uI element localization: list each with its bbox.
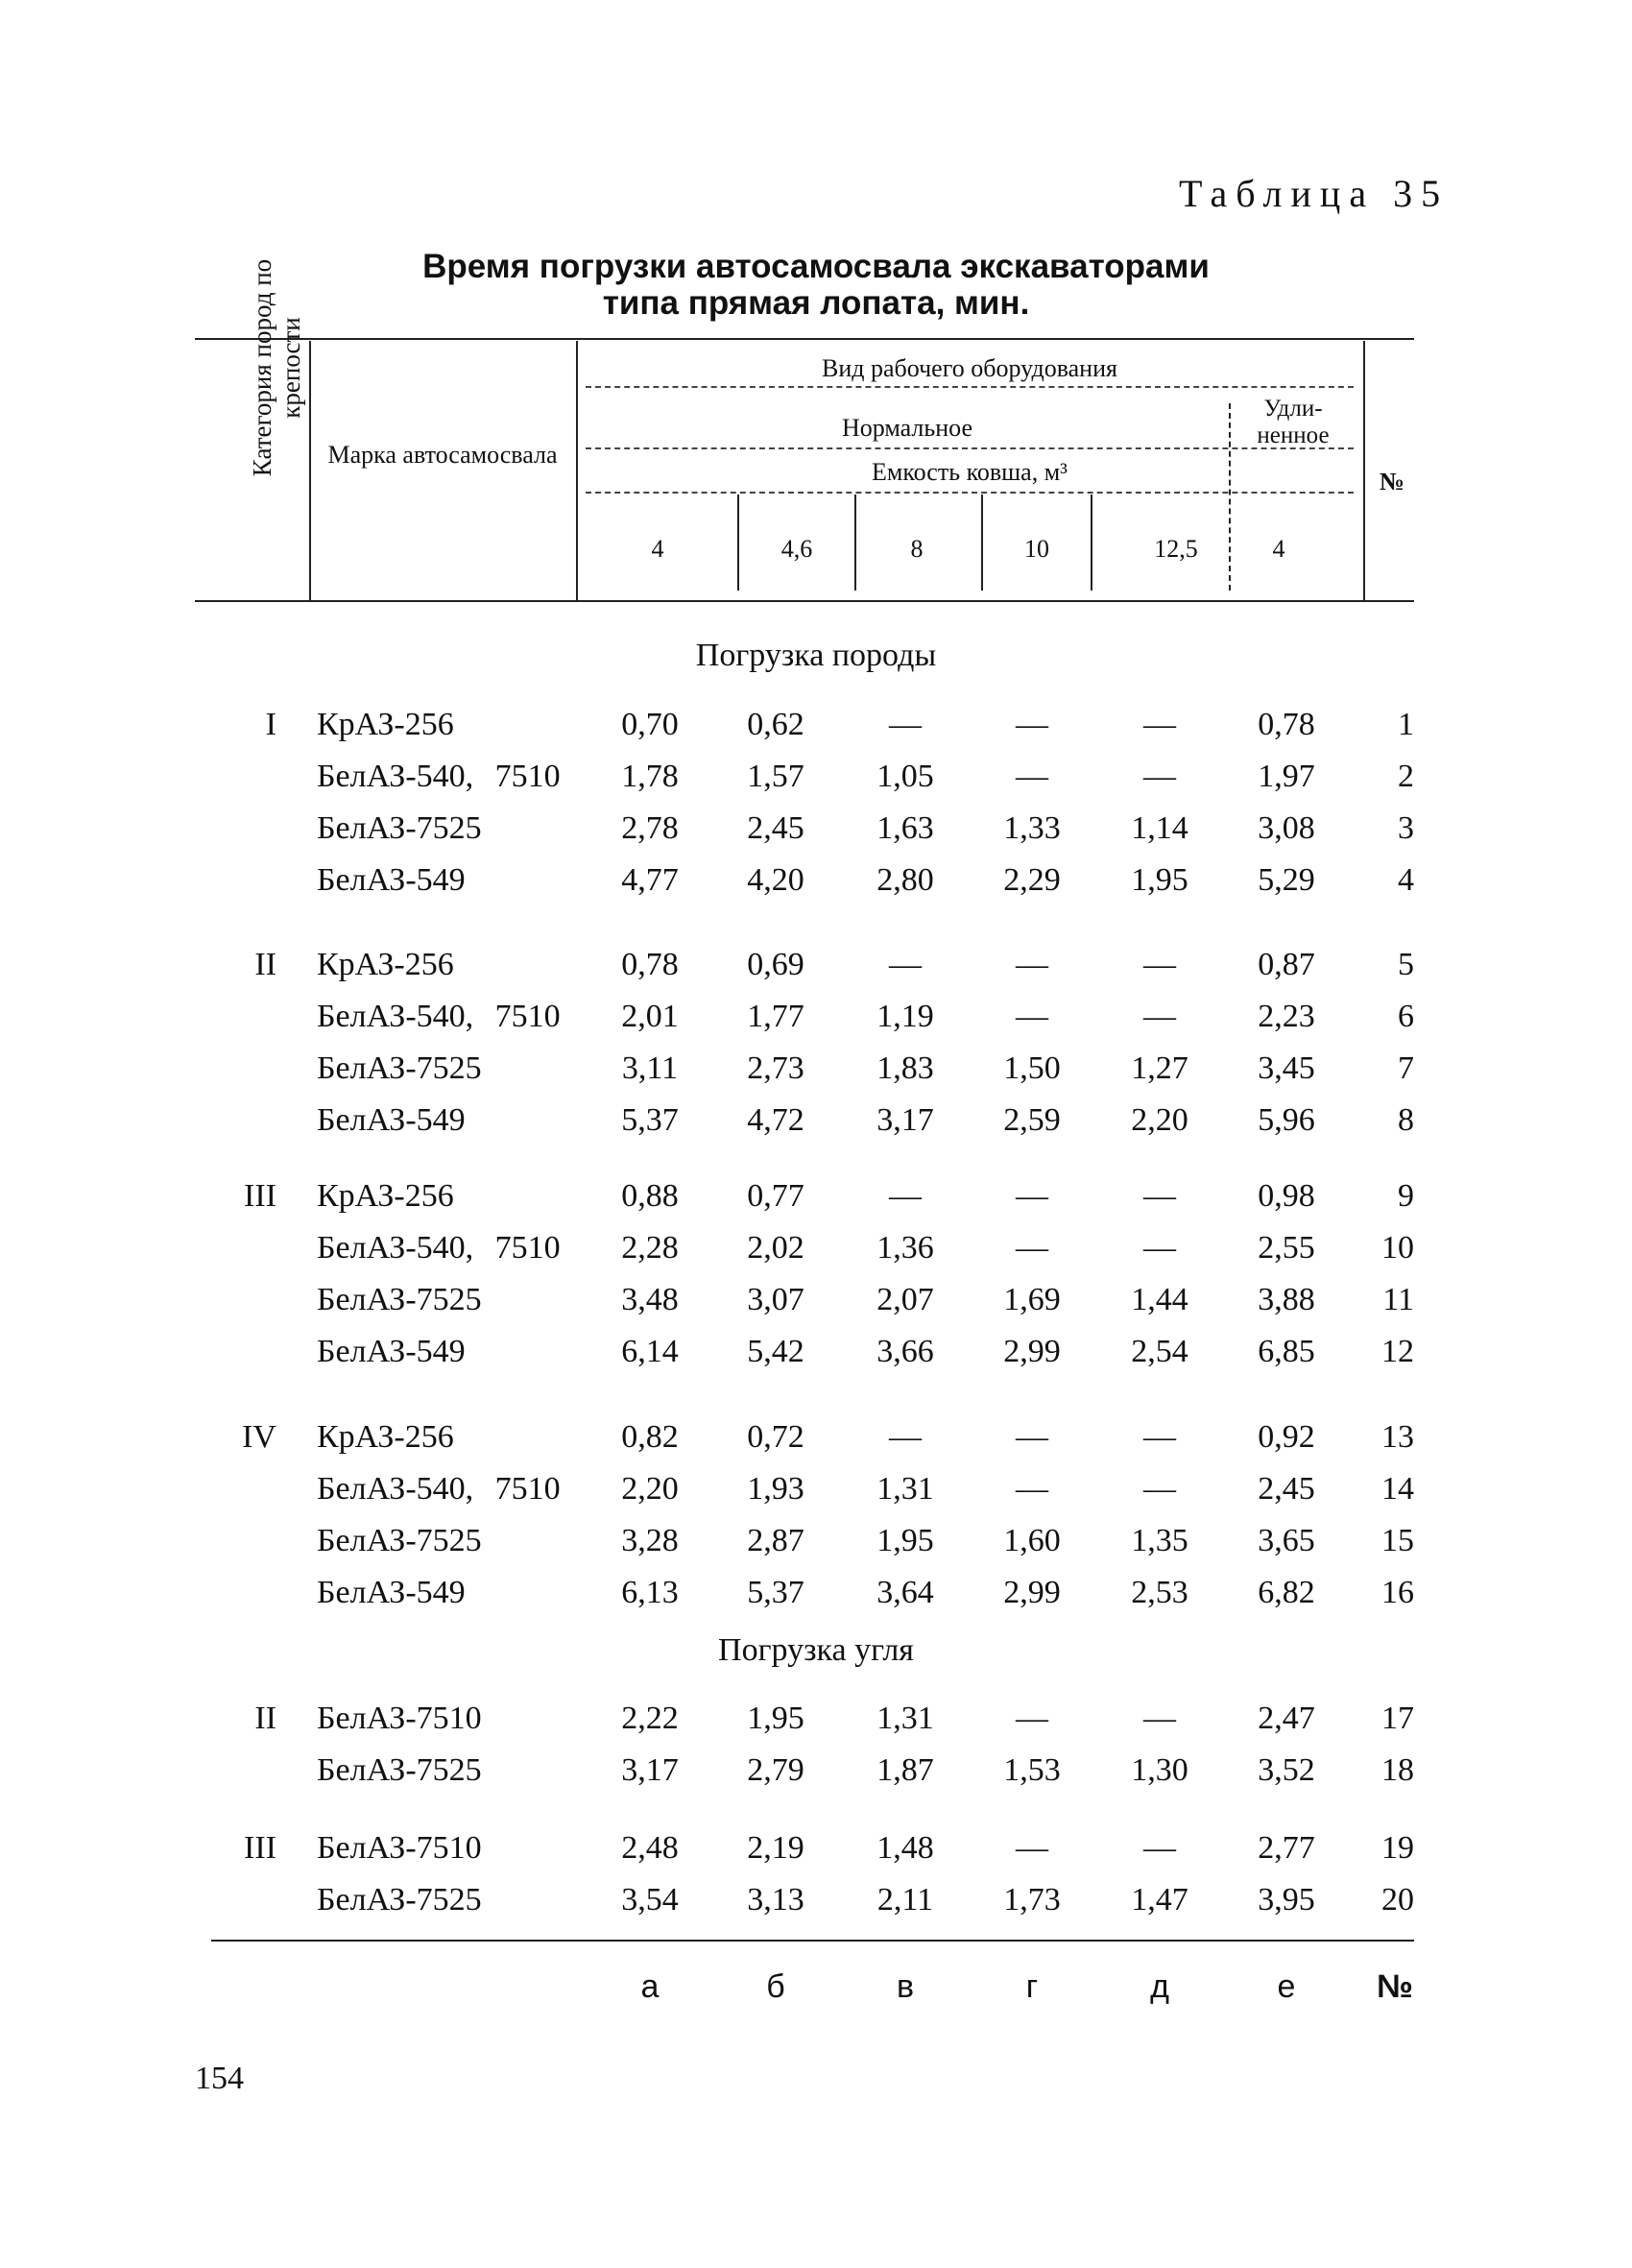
row-brand: БелАЗ-7510 <box>317 1830 482 1866</box>
row-value: 1,31 <box>876 1471 934 1507</box>
row-value: 2,29 <box>1003 862 1061 898</box>
row-value: — <box>889 1178 922 1214</box>
row-value: 2,73 <box>747 1050 804 1086</box>
row-value: 1,33 <box>1003 810 1061 846</box>
row-brand: БелАЗ-549 <box>317 1575 466 1610</box>
row-brand: БелАЗ-549 <box>317 862 466 898</box>
row-value: 2,19 <box>747 1830 804 1866</box>
table-label: Таблица 35 <box>1179 172 1450 215</box>
row-value: 1,73 <box>1003 1882 1061 1918</box>
row-value: 5,37 <box>621 1102 679 1138</box>
row-value: 3,66 <box>876 1334 934 1369</box>
header-cap-6: 4 <box>1272 535 1285 563</box>
row-value: 4,20 <box>747 862 804 898</box>
row-value: 4,77 <box>621 862 679 898</box>
row-value: 1,95 <box>1131 862 1188 898</box>
row-value: 2,47 <box>1258 1701 1315 1736</box>
row-category: I <box>265 707 276 742</box>
header-divider-brand <box>576 341 578 600</box>
row-value: 6,85 <box>1258 1334 1315 1369</box>
header-top-rule <box>195 338 1414 340</box>
row-value: — <box>889 707 922 742</box>
row-value: — <box>1143 707 1176 742</box>
table-title-line-2: типа прямая лопата, мин. <box>602 284 1030 322</box>
header-brand: Марка автосамосвала <box>327 441 558 469</box>
row-number: 3 <box>1398 810 1414 846</box>
row-value: 3,54 <box>621 1882 679 1918</box>
row-value: 2,28 <box>621 1230 679 1266</box>
row-value: 1,48 <box>876 1830 934 1866</box>
row-value: 1,36 <box>876 1230 934 1266</box>
row-value: 0,92 <box>1258 1419 1315 1455</box>
header-col-divider-b <box>854 495 856 591</box>
row-value: 1,77 <box>747 999 804 1034</box>
row-value: — <box>1016 1419 1048 1455</box>
header-bottom-rule <box>195 600 1414 602</box>
header-category: Категория пород по крепости <box>248 258 305 477</box>
header-rule-equipment <box>586 386 1354 388</box>
row-value: 0,69 <box>747 947 804 982</box>
row-number: 15 <box>1381 1523 1414 1558</box>
row-number: 8 <box>1398 1102 1414 1138</box>
row-category: III <box>244 1178 276 1214</box>
row-value: — <box>1016 1178 1048 1214</box>
row-category: II <box>254 947 276 982</box>
row-number: 5 <box>1398 947 1414 982</box>
row-value: — <box>1143 759 1176 794</box>
row-value: 2,22 <box>621 1701 679 1736</box>
header-cap-4: 10 <box>1024 535 1049 563</box>
row-number: 9 <box>1398 1178 1414 1214</box>
footer-letter-e: д <box>1150 1968 1169 2005</box>
row-number: 13 <box>1381 1419 1414 1455</box>
row-value: — <box>1143 1471 1176 1507</box>
row-brand: БелАЗ-549 <box>317 1334 466 1369</box>
header-extended: Удли-ненное <box>1257 396 1330 448</box>
row-value: 0,87 <box>1258 947 1315 982</box>
row-value: 0,78 <box>621 947 679 982</box>
row-brand: БелАЗ-7525 <box>317 1752 482 1788</box>
row-value: 3,11 <box>621 1050 679 1086</box>
row-value: 2,01 <box>621 999 679 1034</box>
row-value: 5,37 <box>747 1575 804 1610</box>
row-value: 1,35 <box>1131 1523 1188 1558</box>
row-category: IV <box>242 1419 276 1455</box>
row-value: 2,80 <box>876 862 934 898</box>
row-value: 1,60 <box>1003 1523 1061 1558</box>
footer-letter-d: г <box>1025 1968 1039 2005</box>
header-col-divider-c <box>981 495 983 591</box>
row-value: 2,59 <box>1003 1102 1061 1138</box>
page-number: 154 <box>195 2061 244 2096</box>
row-category: II <box>254 1701 276 1736</box>
row-brand: БелАЗ-7525 <box>317 1882 482 1918</box>
row-brand: КрАЗ-256 <box>317 947 454 982</box>
row-value: 2,77 <box>1258 1830 1315 1866</box>
row-value: 3,45 <box>1258 1050 1315 1086</box>
row-value: 2,20 <box>621 1471 679 1507</box>
row-value: — <box>1016 999 1048 1034</box>
row-number: 10 <box>1381 1230 1414 1266</box>
row-category: III <box>244 1830 276 1866</box>
row-value: 1,83 <box>876 1050 934 1086</box>
row-value: 5,96 <box>1258 1102 1315 1138</box>
row-value: 6,13 <box>621 1575 679 1610</box>
row-value: 2,45 <box>1258 1471 1315 1507</box>
header-rule-capacity <box>586 492 1354 494</box>
row-value: 2,11 <box>876 1882 934 1918</box>
row-value: 5,42 <box>747 1334 804 1369</box>
row-number: 6 <box>1398 999 1414 1034</box>
row-value: 1,44 <box>1131 1282 1188 1317</box>
row-value: 1,31 <box>876 1701 934 1736</box>
row-brand: БелАЗ-549 <box>317 1102 466 1138</box>
row-brand: КрАЗ-256 <box>317 1419 454 1455</box>
row-brand: БелАЗ-540, 7510 <box>317 999 561 1034</box>
row-value: 0,78 <box>1258 707 1315 742</box>
row-value: — <box>1016 707 1048 742</box>
row-value: 3,17 <box>621 1752 679 1788</box>
row-number: 14 <box>1381 1471 1414 1507</box>
row-value: 3,95 <box>1258 1882 1315 1918</box>
row-value: 0,62 <box>747 707 804 742</box>
row-value: 1,93 <box>747 1471 804 1507</box>
row-value: 1,50 <box>1003 1050 1061 1086</box>
row-value: — <box>1016 1701 1048 1736</box>
row-brand: БелАЗ-540, 7510 <box>317 1230 561 1266</box>
footer-letter-f: е <box>1277 1968 1296 2005</box>
row-value: 1,14 <box>1131 810 1188 846</box>
row-value: — <box>1143 1230 1176 1266</box>
row-value: 3,48 <box>621 1282 679 1317</box>
row-number: 7 <box>1398 1050 1414 1086</box>
row-value: 2,99 <box>1003 1575 1061 1610</box>
row-value: 1,95 <box>876 1523 934 1558</box>
row-number: 1 <box>1398 707 1414 742</box>
row-value: 2,02 <box>747 1230 804 1266</box>
row-brand: БелАЗ-540, 7510 <box>317 1471 561 1507</box>
row-value: — <box>1143 1830 1176 1866</box>
row-value: 2,45 <box>747 810 804 846</box>
row-value: 1,97 <box>1258 759 1315 794</box>
row-value: 3,28 <box>621 1523 679 1558</box>
row-number: 4 <box>1398 862 1414 898</box>
row-value: 0,70 <box>621 707 679 742</box>
row-value: 5,29 <box>1258 862 1315 898</box>
row-value: 6,14 <box>621 1334 679 1369</box>
row-value: — <box>1143 1178 1176 1214</box>
header-cap-2: 4,6 <box>780 535 813 563</box>
row-number: 19 <box>1381 1830 1414 1866</box>
row-value: 2,07 <box>876 1282 934 1317</box>
header-equipment: Вид рабочего оборудования <box>822 354 1117 382</box>
footer-letter-a: а <box>640 1968 660 2005</box>
footer-letter-num: № <box>1377 1968 1413 2005</box>
row-value: 2,23 <box>1258 999 1315 1034</box>
row-brand: БелАЗ-7525 <box>317 1523 482 1558</box>
header-normal: Нормальное <box>841 414 973 442</box>
row-value: 1,57 <box>747 759 804 794</box>
row-number: 18 <box>1381 1752 1414 1788</box>
row-number: 11 <box>1382 1282 1414 1317</box>
row-value: 1,87 <box>876 1752 934 1788</box>
row-value: 2,54 <box>1131 1334 1188 1369</box>
row-value: 3,07 <box>747 1282 804 1317</box>
row-value: — <box>1016 947 1048 982</box>
header-divider-category <box>309 341 311 600</box>
row-value: 1,47 <box>1131 1882 1188 1918</box>
row-value: 1,78 <box>621 759 679 794</box>
header-col-divider-d <box>1091 495 1092 591</box>
row-value: 2,87 <box>747 1523 804 1558</box>
row-value: — <box>1143 1701 1176 1736</box>
row-value: 1,53 <box>1003 1752 1061 1788</box>
row-value: 0,77 <box>747 1178 804 1214</box>
row-value: — <box>889 947 922 982</box>
row-value: 3,64 <box>876 1575 934 1610</box>
row-number: 16 <box>1381 1575 1414 1610</box>
row-value: — <box>1143 947 1176 982</box>
row-value: 0,72 <box>747 1419 804 1455</box>
row-value: 2,55 <box>1258 1230 1315 1266</box>
header-cap-5: 12,5 <box>1154 535 1198 563</box>
row-value: — <box>1016 1471 1048 1507</box>
row-value: 0,88 <box>621 1178 679 1214</box>
row-value: 3,13 <box>747 1882 804 1918</box>
row-brand: КрАЗ-256 <box>317 1178 454 1214</box>
row-value: 3,65 <box>1258 1523 1315 1558</box>
row-value: — <box>1143 999 1176 1034</box>
row-value: 1,95 <box>747 1701 804 1736</box>
header-capacity: Емкость ковша, м³ <box>872 458 1068 486</box>
table-title-line-1: Время погрузки автосамосвала экскаваторами <box>422 248 1210 285</box>
row-value: 1,63 <box>876 810 934 846</box>
row-value: 1,27 <box>1131 1050 1188 1086</box>
row-value: 0,82 <box>621 1419 679 1455</box>
row-value: 3,88 <box>1258 1282 1315 1317</box>
row-value: — <box>1143 1419 1176 1455</box>
row-value: 2,20 <box>1131 1102 1188 1138</box>
row-value: 2,79 <box>747 1752 804 1788</box>
row-value: 0,98 <box>1258 1178 1315 1214</box>
row-value: 2,99 <box>1003 1334 1061 1369</box>
row-value: 1,30 <box>1131 1752 1188 1788</box>
row-value: — <box>1016 1830 1048 1866</box>
header-cap-1: 4 <box>651 535 664 563</box>
row-brand: БелАЗ-7525 <box>317 1050 482 1086</box>
row-value: — <box>1016 1230 1048 1266</box>
section-title: Погрузка породы <box>695 638 937 673</box>
row-value: 3,08 <box>1258 810 1315 846</box>
row-number: 17 <box>1381 1701 1414 1736</box>
row-value: 3,52 <box>1258 1752 1315 1788</box>
row-number: 12 <box>1381 1334 1414 1369</box>
header-num: № <box>1379 468 1405 495</box>
footer-letter-b: б <box>766 1968 785 2005</box>
row-value: 6,82 <box>1258 1575 1315 1610</box>
row-value: 2,53 <box>1131 1575 1188 1610</box>
row-value: — <box>889 1419 922 1455</box>
row-brand: БелАЗ-540, 7510 <box>317 759 561 794</box>
header-cap-3: 8 <box>910 535 924 563</box>
row-value: — <box>1016 759 1048 794</box>
header-col-divider-a <box>737 495 739 591</box>
row-value: 2,48 <box>621 1830 679 1866</box>
section-title: Погрузка угля <box>718 1632 914 1668</box>
row-value: 1,19 <box>876 999 934 1034</box>
row-brand: БелАЗ-7510 <box>317 1701 482 1736</box>
row-value: 1,05 <box>876 759 934 794</box>
row-value: 4,72 <box>747 1102 804 1138</box>
row-brand: КрАЗ-256 <box>317 707 454 742</box>
table-bottom-rule <box>211 1940 1414 1942</box>
row-number: 2 <box>1398 759 1414 794</box>
row-number: 20 <box>1381 1882 1414 1918</box>
footer-letter-c: в <box>896 1968 915 2005</box>
row-value: 3,17 <box>876 1102 934 1138</box>
row-brand: БелАЗ-7525 <box>317 1282 482 1317</box>
row-value: 2,78 <box>621 810 679 846</box>
row-value: 1,69 <box>1003 1282 1061 1317</box>
row-brand: БелАЗ-7525 <box>317 810 482 846</box>
